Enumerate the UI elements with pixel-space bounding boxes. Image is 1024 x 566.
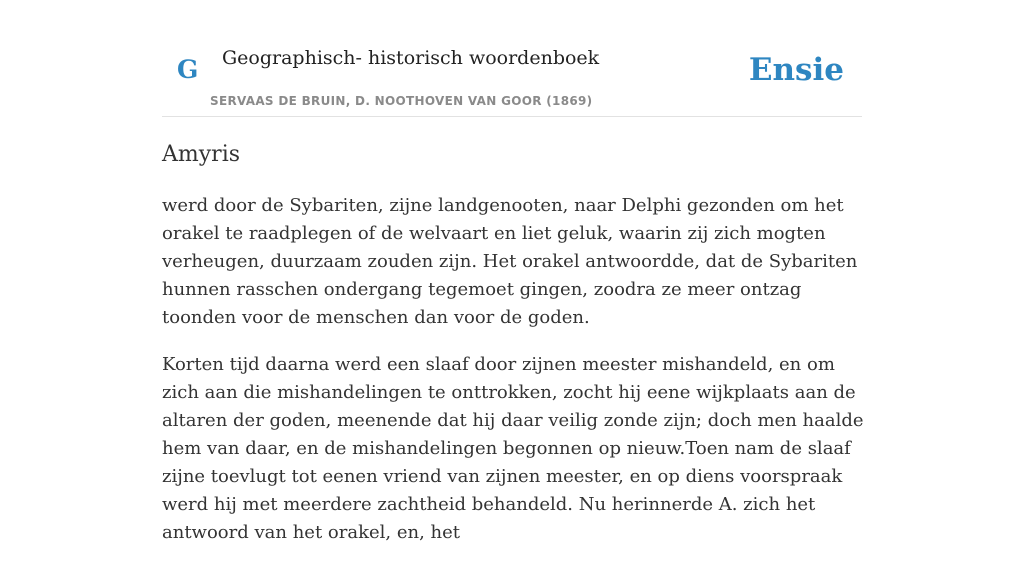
entry-paragraph: Korten tijd daarna werd een slaaf door zijnen meester mishandeld, en om zich aan die mishandelingen te onttrokken, zocht hij eene wijkplaats aan de altaren der goden, meenende dat hij daar veilig zonde zijn; doch men haalde hem van daar, en de mishandelingen begonnen op nieuw.Toen nam de slaaf zijne toevlugt tot eenen vriend van zijnen meester, en op diens voorspraak werd hij met meerdere zachtheid behandeld. Nu herinnerde A. zich het antwoord van het orakel, en, het xyxy=(162,354,864,543)
entry-title: Amyris xyxy=(162,142,241,167)
ensie-logo[interactable]: Ensie xyxy=(748,52,844,88)
book-title[interactable]: Geographisch- historisch woordenboek xyxy=(222,47,600,69)
book-authors: SERVAAS DE BRUIN, D. NOOTHOVEN VAN GOOR (1869) xyxy=(210,94,593,108)
entry-body xyxy=(162,192,866,566)
book-header xyxy=(162,0,862,117)
entry-paragraph: werd door de Sybariten, zijne landgenooten, naar Delphi gezonden om het orakel te raadplegen of de welvaart en liet geluk, waarin zij zich mogten verheugen, duurzaam zouden zijn. Het orakel antwoordde, dat de Sybariten hunnen rasschen ondergang tegemoet gingen, zoodra ze meer ontzag toonden voor de menschen dan voor de goden. xyxy=(162,195,858,328)
letter-icon[interactable]: G xyxy=(177,55,199,84)
